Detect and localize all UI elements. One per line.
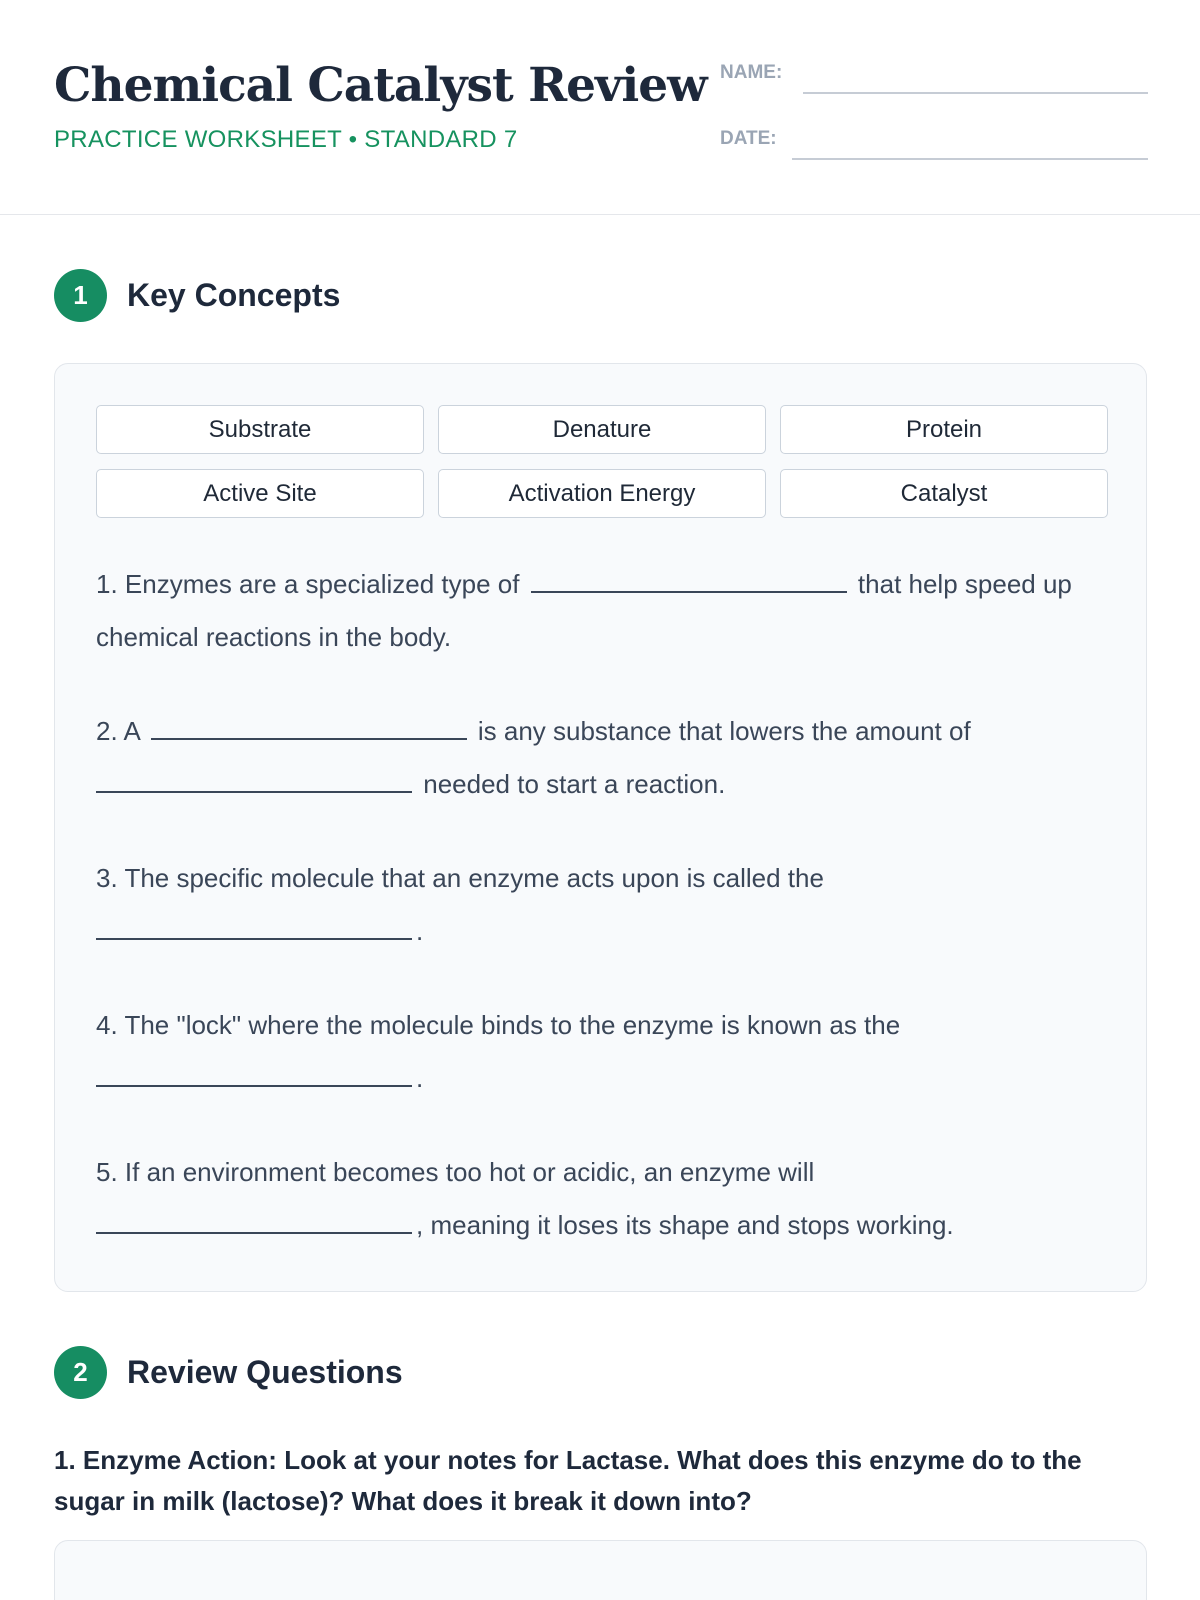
question-text: . <box>416 916 424 946</box>
word-bank <box>96 405 1108 518</box>
answer-blank[interactable] <box>96 1210 412 1234</box>
answer-blank[interactable] <box>96 1063 412 1087</box>
word-bank-item: Active Site <box>96 469 424 518</box>
answer-blank[interactable] <box>531 569 847 593</box>
date-label: DATE: <box>720 128 777 149</box>
worksheet-subtitle: PRACTICE WORKSHEET • STANDARD 7 <box>54 126 518 153</box>
question-text: . <box>416 1063 424 1093</box>
question-text: 4. The "lock" where the molecule binds to the enzyme is known as the <box>96 1010 901 1040</box>
fill-in-question-5 <box>96 1146 1108 1252</box>
answer-blank[interactable] <box>151 716 467 740</box>
fill-in-question-2 <box>96 705 1108 811</box>
name-line <box>803 92 1148 94</box>
question-text: 2. A <box>96 716 140 746</box>
review-question-1: 1. Enzyme Action: Look at your notes for Lactase. What does this enzyme do to the sugar in milk (lactose)? What does it break it down into? <box>54 1445 1082 1516</box>
name-label: NAME: <box>720 62 783 83</box>
key-concepts-panel <box>54 363 1147 1292</box>
word-bank-item: Activation Energy <box>438 469 766 518</box>
section-number-badge: 1 <box>54 269 107 322</box>
question-text: is any substance that lowers the amount of <box>477 716 971 746</box>
question-text: 3. The specific molecule that an enzyme acts upon is called the <box>96 863 824 893</box>
fill-in-question-3 <box>96 852 1108 958</box>
section-number-badge: 2 <box>54 1346 107 1399</box>
fill-in-question-1 <box>96 558 1108 664</box>
question-text: that help speed up chemical reactions in the body. <box>96 569 1072 652</box>
answer-box[interactable] <box>54 1540 1147 1600</box>
question-text: , meaning it loses its shape and stops working. <box>416 1210 954 1240</box>
fill-in-question-4 <box>96 999 1108 1105</box>
word-bank-item: Catalyst <box>780 469 1108 518</box>
word-bank-item: Protein <box>780 405 1108 454</box>
answer-blank[interactable] <box>96 769 412 793</box>
word-bank-item: Substrate <box>96 405 424 454</box>
question-text: needed to start a reaction. <box>423 769 726 799</box>
answer-blank[interactable] <box>96 916 412 940</box>
section-title: Key Concepts <box>127 277 341 313</box>
worksheet-header <box>0 0 1200 215</box>
word-bank-item: Denature <box>438 405 766 454</box>
date-line <box>792 158 1148 160</box>
section-title: Review Questions <box>127 1354 403 1390</box>
worksheet-title: Chemical Catalyst Review <box>54 58 707 113</box>
question-text: 5. If an environment becomes too hot or acidic, an enzyme will <box>96 1157 815 1187</box>
question-text: 1. Enzymes are a specialized type of <box>96 569 520 599</box>
